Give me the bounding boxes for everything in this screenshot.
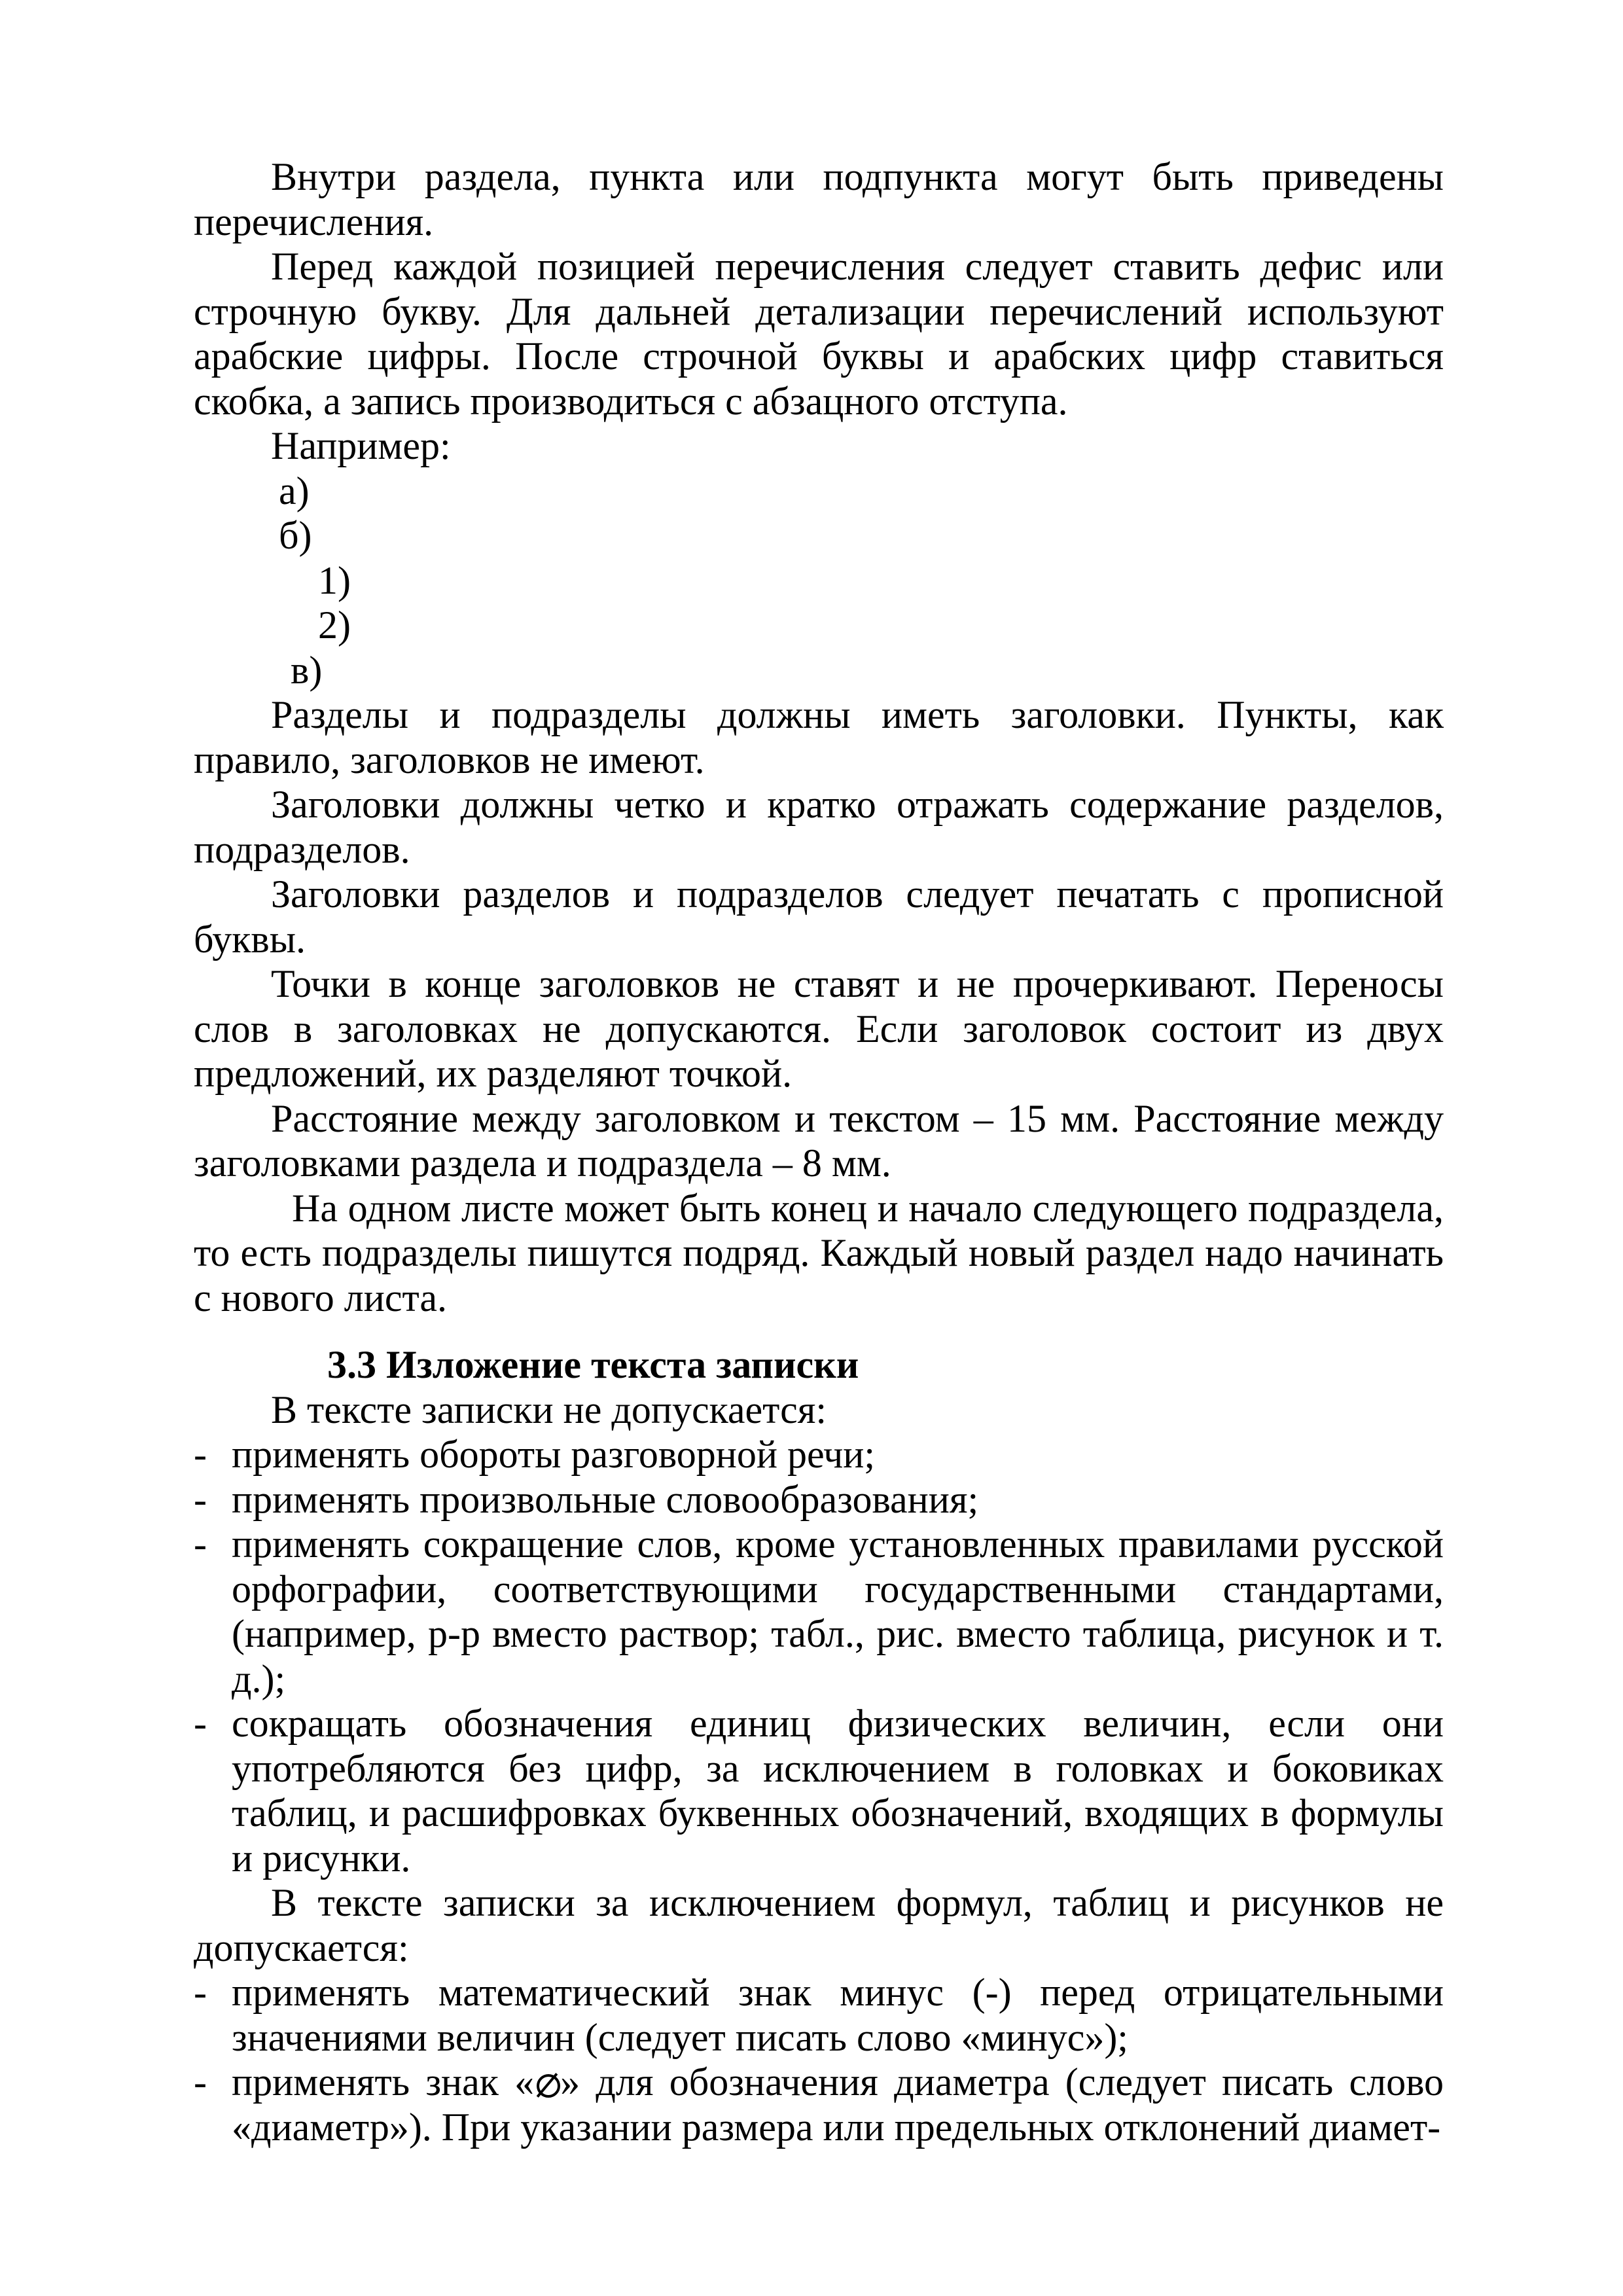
list-item-text: применять математический знак минус (-) перед отрицательными значениями величин (следует писать слово «минус»); xyxy=(232,1971,1444,2059)
example-item: а) xyxy=(279,469,310,512)
example-label: Например: xyxy=(271,424,451,467)
list-item-text: применять сокращение слов, кроме установленных правилами русской орфографии, соответствующими государственными стандартами, (например, р-р вместо раствор; табл., рис. вместо таблица, рисунок и т. д.); xyxy=(232,1522,1444,1700)
list-item-text-start: применять знак « xyxy=(232,2060,535,2104)
paragraph: В тексте записки за исключением формул, таблиц и рисунков не допускается: xyxy=(194,1881,1444,1969)
document-body xyxy=(194,154,1444,2149)
list-item-text: применять обороты разговорной речи; xyxy=(232,1433,876,1476)
list-item-text: применять произвольные словообразования; xyxy=(232,1477,979,1521)
paragraph: Заголовки разделов и подразделов следует печатать с прописной буквы. xyxy=(194,872,1444,961)
paragraph: Заголовки должны четко и кратко отражать содержание разделов, подразделов. xyxy=(194,783,1444,871)
paragraph: Перед каждой позицией перечисления следует ставить дефис или строчную букву. Для дальней детализации перечислений используют арабские цифры. После строчной буквы и арабских цифр ставиться скобка, а запись производиться с абзацного отступа. xyxy=(194,245,1444,423)
list-marker: - xyxy=(194,1971,207,2014)
example-subitem: 1) xyxy=(318,558,351,602)
list-item xyxy=(194,1432,1444,1477)
list-item xyxy=(194,2060,1444,2149)
example-subitem: 2) xyxy=(318,603,351,647)
list-item xyxy=(194,1970,1444,2060)
list-item xyxy=(194,1477,1444,1522)
paragraph: Разделы и подразделы должны иметь заголовки. Пункты, как правило, заголовков не имеют. xyxy=(194,693,1444,781)
paragraph: Внутри раздела, пункта или подпункта могут быть приведены перечисления. xyxy=(194,155,1444,243)
paragraph: Расстояние между заголовком и текстом – 15 мм. Расстояние между заголовками раздела и подраздела – 8 мм. xyxy=(194,1096,1444,1185)
list-item xyxy=(194,1701,1444,1880)
example-item: б) xyxy=(279,514,312,557)
list-item-text-end: » для обозначения диаметра (следует писать слово «диаметр»). При указании размера или предельных отклонений диамет- xyxy=(232,2060,1444,2149)
list-marker: - xyxy=(194,2060,207,2104)
list-item xyxy=(194,1522,1444,1701)
diameter-sign-icon xyxy=(534,2072,560,2098)
paragraph: На одном листе может быть конец и начало следующего подраздела, то есть подразделы пишутся подряд. Каждый новый раздел надо начинать с нового листа. xyxy=(194,1186,1444,1319)
example-item: в) xyxy=(291,648,323,692)
section-heading: 3.3 Изложение текста записки xyxy=(327,1343,859,1386)
list-marker: - xyxy=(194,1477,207,1521)
paragraph: В тексте записки не допускается: xyxy=(271,1388,827,1431)
list-marker: - xyxy=(194,1702,207,1745)
list-item-text: сокращать обозначения единиц физических величин, если они употребляются без цифр, за исключением в головках и боковиках таблиц, и расшифровках буквенных обозначений, входящих в формулы и рисунки. xyxy=(232,1702,1444,1880)
list-marker: - xyxy=(194,1433,207,1476)
paragraph: Точки в конце заголовков не ставят и не прочеркивают. Переносы слов в заголовках не допускаются. Если заголовок состоит из двух предложений, их разделяют точкой. xyxy=(194,962,1444,1095)
list-marker: - xyxy=(194,1522,207,1566)
